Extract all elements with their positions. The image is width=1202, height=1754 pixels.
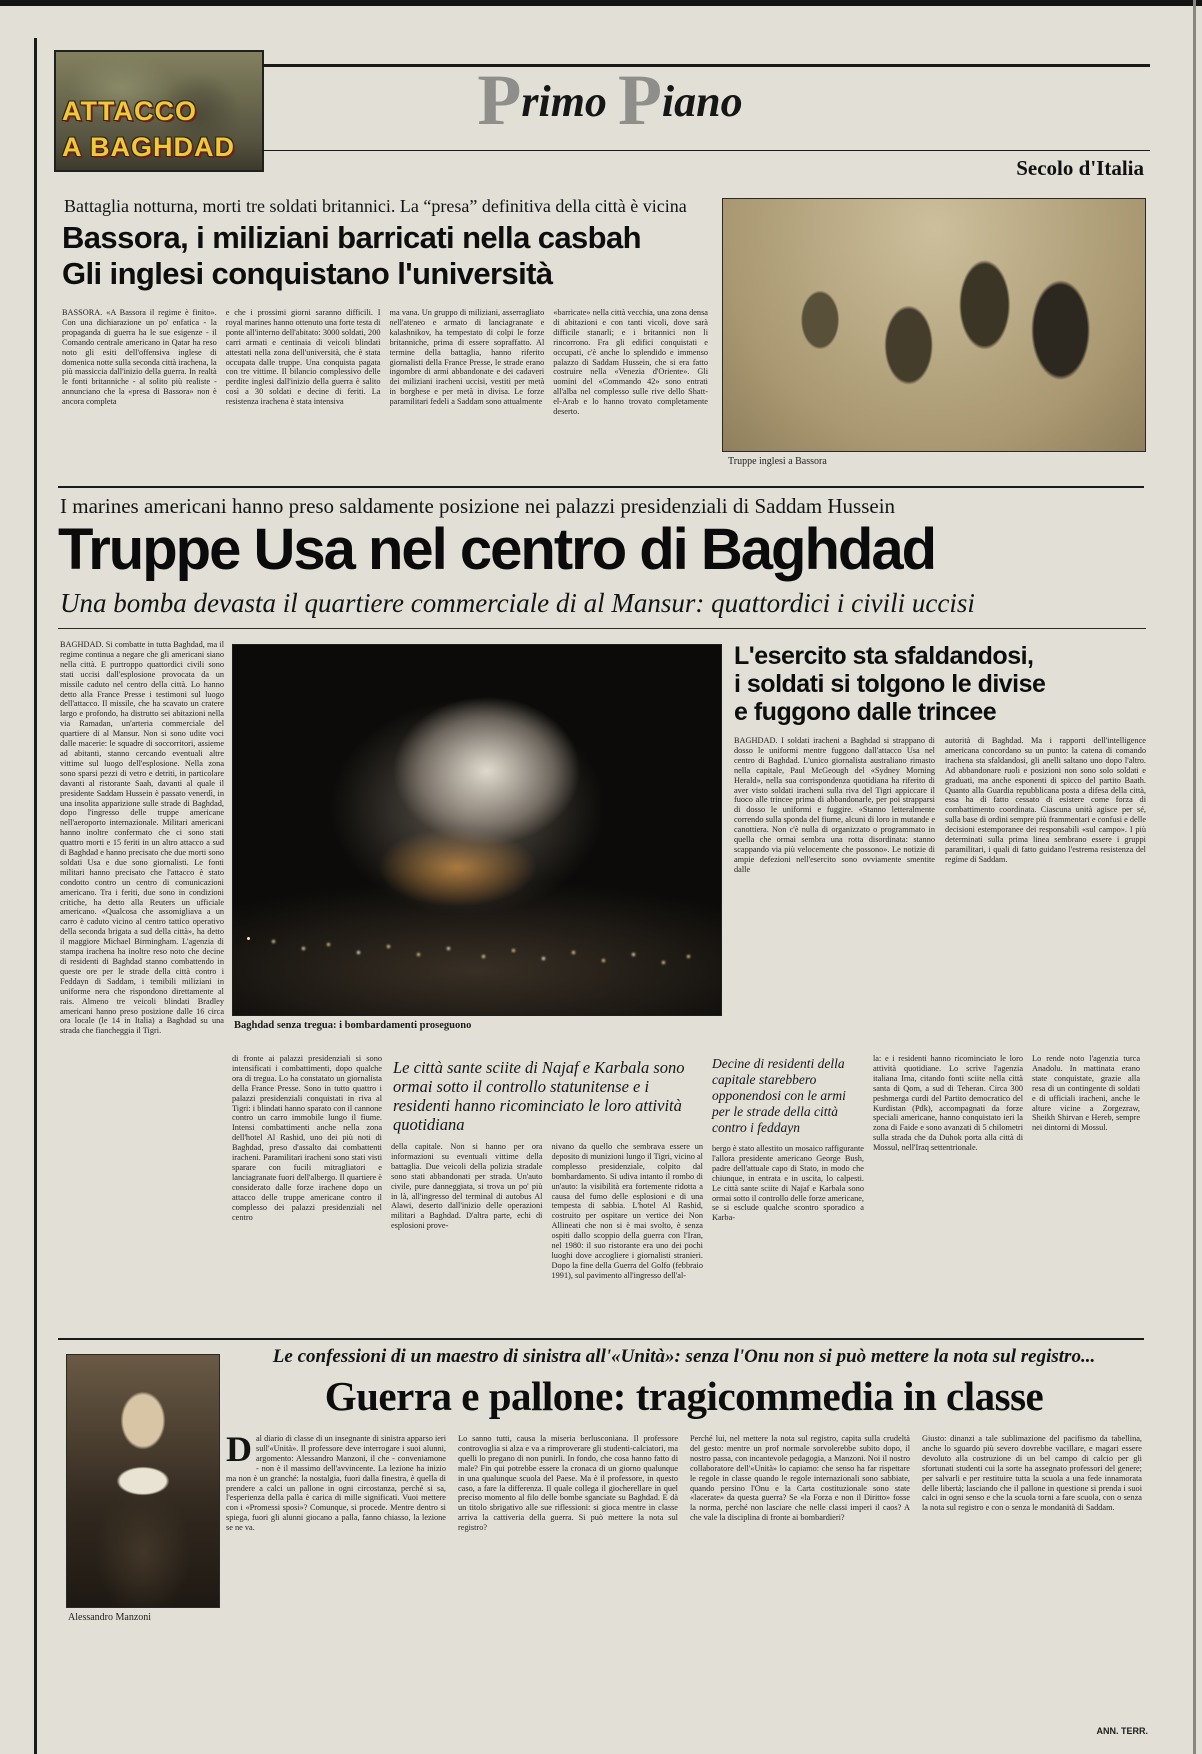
band-stack-c-columns: [391, 1142, 703, 1292]
band-column-c1: della capitale. Non si hanno per ora informazioni su eventuali vittime della battaglia. Due veicoli della polizia stradale sono stati abbandonati per strada. Un'auto civile, pure danneggiata, si trova un po' più in là, all'ingresso del terminal di autobus Al Alawi, deserto dall'inizio delle operazioni militari a Baghdad. D'altra parte, echi di esplosioni prove-: [391, 1142, 543, 1231]
dropcap: D: [226, 1434, 252, 1469]
section-divider-2: [58, 1338, 1144, 1340]
pullquote-najaf: Le città sante sciite di Najaf e Karbala sono ormai sotto il controllo statunitense e i residenti hanno ricominciato le loro attività quotidiana: [393, 1058, 685, 1134]
scan-edge-top: [0, 0, 1202, 6]
badge-line2: A BAGHDAD: [62, 132, 235, 162]
article3-kicker: Le confessioni di un maestro di sinistra all'«Unità»: senza l'Onu non si può mettere la nota sul registro...: [272, 1346, 1096, 1367]
article1-column-3: ma vana. Un gruppo di miliziani, asserragliato nell'ateneo e armato di lanciagranate e kalashnikov, ha tempestato di colpi le forze britanniche, prima di essere sopraffatto. Al termine della battaglia, hanno riferito giornalisti della France Presse, le strade erano ingombre di armi abbandonate e dei cadaveri dei miliziani iracheni uccisi, vestiti per metà in borghese e per metà in divisa. Le forze paramilitari fedeli a Saddam sono attualmente: [389, 308, 545, 407]
masthead-rule: [262, 150, 1150, 151]
manzoni-portrait-photo: [66, 1354, 220, 1608]
sidebox-column-2: autorità di Baghdad. Ma i rapporti dell'intelligence americana concordano su un punto: la catena di comando irachena sta sfaldandosi, gli anelli saltano uno dopo l'altro. Ad abbandonare ruoli e posizioni non sono solo soldati e graduati, ma anche esponenti di spicco del partito Baath. Quanto alla Guardia repubblicana posta a difesa della città, essa ha di fatto cessato di esistere come forza di combattimento coordinata. Ciascuna unità agisce per sé, sulla base di ordini sempre più frammentari e confusi e delle decisioni estemporanee dei responsabili «sul campo». I più determinati sulla prima linea sembrano essere i gruppi paramilitari, i quali di fatto guidano l'estrema resistenza del regime di Saddam.: [945, 736, 1146, 864]
band-column-c2: nivano da quello che sembrava essere un deposito di munizioni lungo il Tigri, vicino al complesso presidenziale, colpito dal bombardamento. Si udiva intanto il rombo di un'auto: la visibilità era fortemente ridotta a causa del fumo delle esplosioni e di una tempesta di sabbia. L'hotel Al Rashid, costruito per ospitare un vertice dei Non Allineati che non si è mai svolto, è senza ospiti dallo scoppio della guerra con l'Iran, nel 1980: il suo ristorante era uno dei pochi luoghi dove accogliere i giornalisti stranieri. Dopo la fine della Guerra del Golfo (febbraio 1991), sul pavimento all'ingresso dell'al-: [551, 1142, 703, 1280]
section-divider-1: [58, 486, 1144, 488]
article-scuola: [58, 1346, 1146, 1718]
article-baghdad: [58, 494, 1146, 1334]
article3-column-1: [226, 1434, 446, 1706]
band-stack-d: [712, 1054, 864, 1332]
band-column-f: Lo rende noto l'agenzia turca Anadolu. In mattinata erano state conquistate, grazie alla resa di un contingente di soldati e di ufficiali iracheni, anche le alture vicine a Zorgezraw, Sheikh Shirvan e Hereb, sempre nei dintorni di Mossul.: [1032, 1054, 1140, 1133]
article3-photo-caption: Alessandro Manzoni: [68, 1612, 152, 1623]
band-column-e: la: e i residenti hanno ricominciato le loro attività quotidiane. Lo scrive l'agenzia italiana Irna, citando fonti sciite nella città santa di Qom, a sud di Teheran. Circa 300 peshmerga curdi del Partito democratico del Kurdistan (Pdk), accompagnati da forze speciali americane, hanno conquistato ieri la zona di Faide e sono avanzati di 5 chilometri sulla strada che da Duhok porta alla città di Mossul, nell'Iraq settentrionale.: [873, 1054, 1023, 1153]
article2-bottom-band: [232, 1054, 1148, 1332]
page-credit: ANN. TERR.: [1096, 1726, 1148, 1736]
sidebox-headline-line2: i soldati si tolgono le divise: [734, 670, 1046, 698]
band-column-b: di fronte ai palazzi presidenziali si sono intensificati i combattimenti, dopo qualche ora di tregua. Lo ha constatato un giornalista della France Presse. Sono in tutto quattro i palazzi presidenziali conquistati in riva al Tigri: i blindati hanno sparato con il cannone contro un carro immobile lungo il fiume. Intensi combattimenti anche nella zona dell'hotel Al Rashid, uno dei più noti di Baghdad, preso d'assalto dai combattenti iracheni. Paramilitari iracheni sono stati visti sparare con fucili mitragliatori e lanciagranate fuori dell'albergo. Il quartiere è considerato dalle forze irachene dopo un attacco delle truppe americane contro il complesso dei palazzi presidenziali nel centro: [232, 1054, 382, 1222]
sidebox-army-collapse: [734, 642, 1146, 1034]
section-title: [420, 60, 800, 140]
city-lights: [247, 937, 250, 940]
article1-column-4: «barricate» nella città vecchia, una zona densa di abitazioni e con tanti vicoli, dove sarà difficile stanarli; e i britannici non li rincorrono. Fra gli edifici conquistati e occupati, c'è anche lo splendido e immenso palazzo di Saddam Hussein, che si era fatto costruire nella «Venezia d'Oriente». Gli uomini del «Commando 42» sono entrati all'alba nel complesso sulle rive dello Shatt-el-Arab e lo hanno trovato completamente deserto.: [553, 308, 708, 417]
article3-headline: Guerra e pallone: tragicommedia in classe: [324, 1373, 1044, 1419]
badge-line1: ATTACCO: [62, 96, 197, 126]
attack-baghdad-badge-photo: [54, 50, 264, 172]
article2-kicker: I marines americani hanno preso saldamente posizione nei palazzi presidenziali di Saddam Hussein: [60, 494, 896, 518]
article1-headline-line1: Bassora, i miliziani barricati nella casbah: [62, 220, 641, 255]
article1-column-2: e che i prossimi giorni saranno difficili. I royal marines hanno ottenuto una forte testa di ponte all'interno dell'abitato: 3000 soldati, 200 carri armati e centinaia di veicoli blindati attestati nella zona dell'università, che è stata occupata dalle truppe. Una conquista pagata con tre vittime. Il bilancio complessivo delle perdite inglesi dall'inizio della guerra è salito così a 30 soldati e decine di feriti. La resistenza irachena è stata intensiva: [225, 308, 381, 407]
sidebox-body: [734, 736, 1146, 1024]
article2-photo-caption: Baghdad senza tregua: i bombardamenti proseguono: [234, 1020, 472, 1031]
scan-edge-right: [1193, 0, 1196, 1754]
band-stack-c: [391, 1054, 703, 1332]
article3-body: [226, 1434, 1142, 1706]
article-bassora: [60, 196, 1150, 484]
article2-headline: Truppe Usa nel centro di Baghdad: [58, 517, 936, 582]
newspaper-name: Secolo d'Italia: [1016, 156, 1144, 180]
scan-edge-left: [34, 38, 37, 1754]
article1-body: [62, 308, 708, 466]
article3-column-4: Giusto: dinanzi a tale sublimazione del pacifismo da tabellina, anche lo sguardo più severo dovrebbe vacillare, e magari essere devoluto alla costruzione di un bel campo di calcio per gli sfortunati studenti cui la sorte ha assegnato professori del genere; per salvarli e per restituire tutta la scuola a una fede innamorata delle libertà; lasciando che il pallone in questione si prenda i suoi calci in ogni senso e che la scuola torni a fare scuola, con o senza la nota sul registro e con o senza le mondanità di Saddam.: [922, 1434, 1142, 1513]
section-initial-1: P: [477, 60, 522, 140]
bassora-soldiers-photo: [722, 198, 1146, 452]
section-rest-2: iano: [661, 77, 743, 126]
section-initial-2: P: [617, 60, 662, 140]
sidebox-headline-line1: L'esercito sta sfaldandosi,: [734, 642, 1034, 670]
article2-left-column: BAGHDAD. Si combatte in tutta Baghdad, ma il regime continua a negare che gli americani siano nella città. E purtroppo quattordici civili sono stati uccisi dall'esplosione provocata da un missile caduto nel centro della città. Lo hanno detto alla France Presse i testimoni sul luogo dell'attacco. Il missile, che ha scavato un cratere largo e profondo, ha distrutto sei abitazioni nella via Ramadan, un'arteria commerciale del quartiere di al Mansur. Non si sono udite voci dalle macerie: le squadre di soccorritori, assieme ad abitanti, stanno cercando eventuali altre vittime sul luogo dell'esplosione. Nella zona sono sparsi pezzi di vetro e detriti, in particolare davanti al ristorante Saah, davanti al quale il presidente Saddam Hussein è passato venerdì, in una insolita apparizione sulle strade di Baghdad, dopo l'ingresso delle truppe americane nell'aeroporto internazionale. Militari americani hanno inoltre confermato che ci sono stati quattro morti e 15 feriti in un altro attacco a sud di Baghdad e hanno precisato che due morti sono soldati Usa e due sono giornalisti. Le fonti militari hanno precisato che l'attacco è stato condotto contro un centro di comunicazioni americano. Tra i feriti, due sono in condizioni critiche, ha detto alla Reuters un ufficiale americano. «Qualcosa che assomigliava a un carro è caduto vicino al centro tattico operativo della seconda brigata a sud della città», ha detto il maggiore Michael Birmingham. L'agenzia di stampa irachena ha inoltre reso noto che decine di residenti di Baghdad stanno combattendo in queste ore per le strade della città contro i Feddayn di Saddam, i temibili miliziani in uniforme nera che rispondono direttamente al rais. Almeno tre veicoli blindati Bradley americani hanno preso posizione dalle 16 circa ora locale (le 14 in Italia) a Baghdad su una strada che fiancheggia il Tigri.: [60, 640, 224, 1036]
article1-kicker: Battaglia notturna, morti tre soldati britannici. La “presa” definitiva della città è vicina: [64, 196, 687, 216]
article1-column-1: BASSORA. «A Bassora il regime è finito». Con una dichiarazione un po' enfatica - la propaganda di guerra ha le sue esigenze - il Comando centrale americano in Qatar ha reso noto gli esiti dell'offensiva inglese di domenica notte sulla seconda città irachena, la più massiccia dall'inizio della guerra. In realtà le fonti britanniche - al solito più realiste - annunciano che la «presa di Bassora» non è ancora completa: [62, 308, 217, 407]
section-rest-1: rimo: [521, 77, 618, 126]
article1-photo-caption: Truppe inglesi a Bassora: [728, 456, 827, 467]
article2-subhead: Una bomba devasta il quartiere commerciale di al Mansur: quattordici i civili uccisi: [60, 588, 975, 618]
baghdad-night-bombing-photo: [232, 644, 722, 1016]
article1-headline-line2: Gli inglesi conquistano l'università: [62, 256, 553, 291]
pullquote-residents: Decine di residenti della capitale starebbero opponendosi con le armi per le strade della città contro i feddayn: [712, 1056, 846, 1135]
header-rule: [262, 64, 1150, 67]
sidebox-column-1: BAGHDAD. I soldati iracheni a Baghdad si strappano di dosso le uniformi mentre fuggono dall'attacco Usa nel centro di Baghdad. L'unico giornalista australiano rimasto nella capitale, Paul McGeough del «Sydney Morning Herald», nella sua corrispondenza quotidiana ha riferito di aver visto soldati iracheni sulla riva del Tigri appiccare il fuoco alle trincee prima di abbandonarle, per poi strapparsi di dosso le uniformi e fuggire. «Stanno letteralmente correndo sulla sponda del fiume, alcuni di loro in mutande e canottiera. Non c'è nulla di organizzato o programmato in quella che ormai sembra una rotta disordinata: stanno scappando via più velocemente che possono». Le notizie di ampie defezioni nell'esercito sono ovviamente smentite dalle: [734, 736, 935, 874]
article2-rule: [58, 628, 1146, 629]
sidebox-headline-line3: e fuggono dalle trincee: [734, 698, 997, 726]
article3-column-1-text: al diario di classe di un insegnante di sinistra apparso ieri sull'«Unità». Il professore deve interrogare i suoi alunni, argomento: Alessandro Manzoni, il che - conveniamone - non è il massimo dell'avvincente. La lezione ha inizio ma non è un granché: la nostalgia, fuori dalla finestra, è quella di prendere a calci un pallone in ogni circostanza, perché si sa, l'esperienza della palla è carica di mille significati. Vuoi mettere con i «Promessi sposi»? Comunque, si procede. Mentre dentro si spiega, fuori gli alunni giocano a palla, fanno chiasso, la lezione se ne va.: [226, 1434, 446, 1533]
article3-column-3: Perché lui, nel mettere la nota sul registro, capita sulla crudeltà del gesto: mentre un prof normale sorvolerebbe subito dopo, il nostro passa, con incantevole pedagogia, a Manzoni. Noi il nostro collaboratore dell'«Unità» lo capiamo: che senso ha far rispettare le regole in classe quando le regole internazionali sono sabbiate, quando persino l'Onu e la Carta costituzionale sono state «lacerate» da questa guerra? Se «la Forza e non il Diritto» fosse la norma, perché non lasciare che nelle classi imperi il caos? A che vale la disciplina di fronte ai bombardieri?: [690, 1434, 910, 1523]
band-column-d: bergo è stato allestito un mosaico raffigurante l'allora presidente americano George Bush, padre dell'attuale capo di Stato, in modo che chiunque, in entrata e in uscita, lo calpesti. Le città sante sciite di Najaf e Karbala sono ormai sotto il controllo delle forze americane, se si esclude qualche scontro sporadico a Karba-: [712, 1144, 864, 1223]
article3-column-2: Lo sanno tutti, causa la miseria berlusconiana. Il professore controvoglia si alza e va a rimproverare gli studenti-calciatori, ma quelli lo pregano di non punirli. In fondo, che cosa hanno fatto di male? Fin qui potrebbe essere la cronaca di un giorno qualunque in una qualunque scuola del Paese. Ma è il professore, in questo caso, a fare la differenza. Il quale collega il giocherellare in quel preciso momento al filo delle bombe sganciate su Baghdad. E dà un titolo sbrigativo alle sue riflessioni: si gioca mentre in classe arriva la cattiveria della guerra. Si può mettere la nota sul registro?: [458, 1434, 678, 1533]
sidebox-headline: [734, 642, 1146, 726]
